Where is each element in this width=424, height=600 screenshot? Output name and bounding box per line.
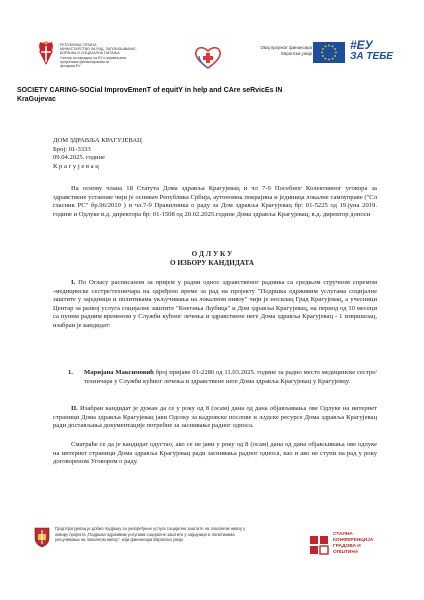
section-i [53,279,377,331]
kragujevac-coat-of-arms-icon [33,526,51,548]
project-heart-logo-icon [194,44,222,70]
document-date: 09.04.2025. године [53,154,105,162]
eu-slogan-line-2: ЗА ТЕБЕ [350,51,393,62]
eu-funding-line: Европска унија [281,51,312,56]
skgo-text [333,532,403,556]
ministry-line: БОРАЧКА И СОЦИЈАЛНА ПИТАЊА [60,51,120,56]
eu-funding-line: Овај пројекат финансира [260,45,312,50]
serbia-coat-of-arms-icon [36,40,56,66]
skgo-line: ОПШТИНА [333,550,359,555]
skgo-line: КОНФЕРЕНЦИЈА [333,538,374,543]
decision-heading: О Д Л У К У [191,250,233,258]
eu-funding-text [236,45,312,57]
project-title-line: SOCIETY CARING-SOCial ImprovEmenT of equitY in help and CAre seRvicEs IN [17,87,283,94]
skgo-logo-icon [308,534,330,556]
document-city: К р а г у ј е в а ц [53,162,99,170]
preamble: На основу члана 18 Статута Дома здравља Крагујевац и чл 7-9 Посебног Колективног уговора за здравствене установе чији је оснивач Република Србија, аутономна покрајина и јединица локалне самоуправе ("Сл гласник РС" бр.96/2019 ) и чл.7-9 Правилника о раду за Дом здравља Крагујевац бр: 01-5225 од 19.јуна 2019. године и Одлуке в.д. директора бр: 01-1508 од 20.02.2025.године Дома здравља Крагујевац, в.д. директор доноси [53,185,377,218]
ministry-line: Сектор за сарадњу са ЕУ и управљање [60,55,127,60]
candidate-number: 1. [68,369,73,376]
document-number: Број: 01-3333 [53,145,91,153]
ministry-line: пројектима финансираним из [60,59,110,64]
decision-title [0,250,424,268]
eu-flag-icon [313,42,345,63]
project-title-line: KraGujevac [17,96,56,103]
eu-slogan [350,39,398,62]
section-ii-text: Изабран кандидат је дужан да се у року од 8 (осам) дана од дана објављивања ове Одлуке на интернет страници Дома здравља Крагујевац јави Одсеку за кадровске послове и људске ресурсе Дома здравља Крагујевац ради достављања документације потребне за заснивање радног односа. [53,405,377,430]
project-title [17,86,407,104]
eu-slogan-line-1: #ЕУ [350,38,373,52]
section-ii-continued: Сматраће се да је кандидат одустао, ако се не јави у року од 8 (осам) дана од дана објављивања ове одлуке на интернет страници Дома здравља Крагујевац ради заснивања радног односа, као и ако не ступи на рад у року договореном Уговором о раду. [53,441,377,466]
ministry-line: фондова ЕУ [60,64,81,69]
candidate-text: број пријаве 01-2286 од 11.03.2025. године за радно место медицинске сестре/техничара у Служби кућног лечења и здравствене неге Дома здравља Крагујевац у Крагујевцу. [84,369,377,385]
section-i-number: I. [71,279,76,286]
skgo-line: ГРАДОВА И [333,544,361,549]
skgo-line: СТАЛНА [333,532,353,537]
institution-block [53,137,253,171]
section-ii-number: II. [71,405,78,412]
section-ii [53,405,377,431]
decision-subheading: О ИЗБОРУ КАНДИДАТА [169,259,254,267]
section-i-text: По Огласу расписаном за пријем у радни однос здравственог радника са средњом стручном спремом -медицинске сестре/техничара на одређено време за рад на пројекту "Подршка одрживим услугама социјалне заштите у заједници и политикама укључивања на локалном нивоу" чији је носилац Град Крагујевац, а учесници Центар за развој услуга социјалне заштите "Кнегиња Љубица" и Дом здравља Крагујевац, на период од 10 месеци са пуним радним временом у Служби кућног лечења и здравствене неге Дома здравља Крагујевац - 1 извршилац, изабран је кандидат: [53,279,377,329]
ministry-line: РЕПУБЛИКА СРБИЈА [60,43,97,47]
candidate-name: Маријана Максимовић [84,369,154,376]
institution-name: ДОМ ЗДРАВЉА КРАГУЈЕВАЦ [53,137,142,144]
candidate-entry [84,369,377,386]
ministry-lines [60,43,160,68]
footer-text: Град Крагујевац је добио подршку за унапређење услуга социјалне заштите на локалном нивоу у оквиру пројекта „Подршка одрживим услугама социјалне заштите у заједници и политикама укључивања на локалном нивоу", који финансира Европска унија [55,526,246,543]
ministry-line: МИНИСТАРСТВО ЗА РАД, ЗАПОШЉАВАЊЕ, [60,47,137,52]
